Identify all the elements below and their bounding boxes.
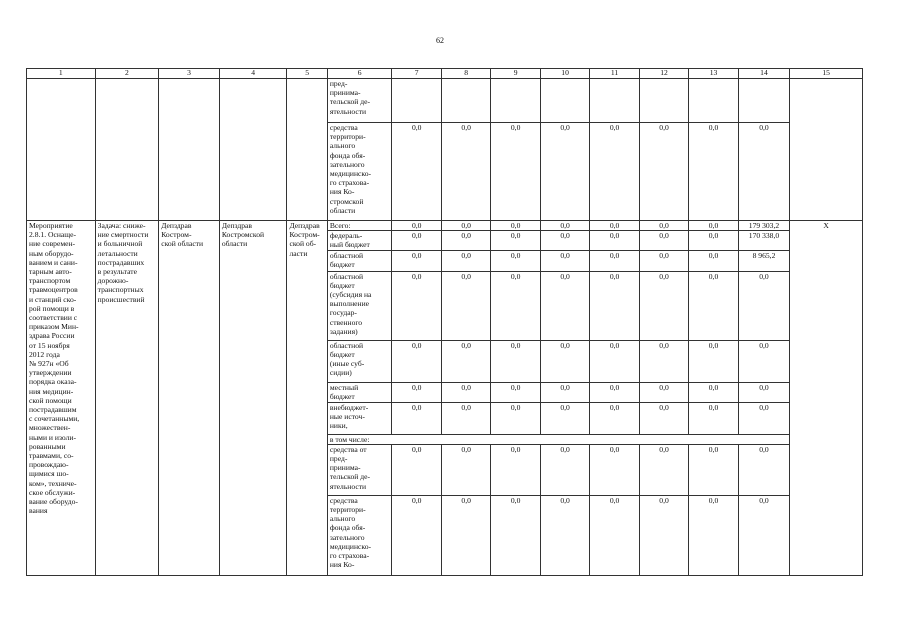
value-cell: 0,0 bbox=[392, 250, 441, 271]
mark-x: X bbox=[790, 221, 863, 576]
row-label: Всего: bbox=[327, 221, 392, 231]
row-label: средства территори- ального фонда обя- зательного медицинско- го страхова- ния Ко- стромской области bbox=[327, 123, 392, 221]
task-description: Задача: сниже- ние смертности и больничной летальности пострадавших в результате дорожно- транспортных происшествий bbox=[95, 221, 159, 576]
table-row bbox=[27, 221, 863, 231]
value-cell: 0,0 bbox=[491, 495, 540, 575]
value-cell bbox=[590, 79, 639, 123]
column-header-4: 4 bbox=[219, 69, 287, 79]
value-cell: 0,0 bbox=[491, 123, 540, 221]
value-cell: 0,0 bbox=[738, 495, 789, 575]
value-cell: 0,0 bbox=[590, 250, 639, 271]
value-cell bbox=[639, 79, 688, 123]
value-cell: 0,0 bbox=[540, 402, 589, 434]
value-cell: 0,0 bbox=[441, 444, 490, 495]
value-cell: 179 303,2 bbox=[738, 221, 789, 231]
value-cell: 0,0 bbox=[392, 221, 441, 231]
column-header-11: 11 bbox=[590, 69, 639, 79]
value-cell: 0,0 bbox=[491, 402, 540, 434]
column-header-13: 13 bbox=[689, 69, 738, 79]
value-cell: 0,0 bbox=[590, 221, 639, 231]
column-header-12: 12 bbox=[639, 69, 688, 79]
column-header-1: 1 bbox=[27, 69, 96, 79]
row-label: внебюджет- ные источ- ники, bbox=[327, 402, 392, 434]
value-cell: 0,0 bbox=[441, 231, 490, 250]
column-header-2: 2 bbox=[95, 69, 159, 79]
value-cell bbox=[540, 79, 589, 123]
value-cell: 0,0 bbox=[590, 231, 639, 250]
value-cell: 0,0 bbox=[738, 123, 789, 221]
value-cell: 0,0 bbox=[491, 340, 540, 382]
value-cell: 0,0 bbox=[392, 271, 441, 340]
value-cell: 0,0 bbox=[441, 495, 490, 575]
value-cell: 0,0 bbox=[689, 221, 738, 231]
value-cell: 0,0 bbox=[540, 382, 589, 402]
value-cell: 0,0 bbox=[491, 444, 540, 495]
value-cell: 0,0 bbox=[441, 402, 490, 434]
value-cell: 0,0 bbox=[491, 231, 540, 250]
empty-cell-col3 bbox=[159, 79, 220, 221]
value-cell: 0,0 bbox=[639, 271, 688, 340]
value-cell: 0,0 bbox=[689, 271, 738, 340]
value-cell: 0,0 bbox=[441, 340, 490, 382]
value-cell: 0,0 bbox=[590, 382, 639, 402]
value-cell bbox=[441, 79, 490, 123]
empty-cell-col5 bbox=[287, 79, 327, 221]
value-cell: 0,0 bbox=[491, 382, 540, 402]
row-label: средства территори- ального фонда обя- зательного медицинско- го страхова- ния Ко- bbox=[327, 495, 392, 575]
table-row bbox=[27, 79, 863, 123]
value-cell: 0,0 bbox=[689, 382, 738, 402]
value-cell: 0,0 bbox=[689, 250, 738, 271]
column-header-9: 9 bbox=[491, 69, 540, 79]
value-cell: 0,0 bbox=[689, 495, 738, 575]
value-cell: 0,0 bbox=[491, 221, 540, 231]
column-header-5: 5 bbox=[287, 69, 327, 79]
value-cell: 0,0 bbox=[738, 340, 789, 382]
value-cell bbox=[738, 79, 789, 123]
budget-table bbox=[26, 68, 863, 576]
value-cell: 0,0 bbox=[590, 495, 639, 575]
column-header-7: 7 bbox=[392, 69, 441, 79]
page-number: 62 bbox=[436, 36, 444, 45]
value-cell: 170 338,0 bbox=[738, 231, 789, 250]
value-cell: 0,0 bbox=[491, 250, 540, 271]
value-cell: 0,0 bbox=[491, 271, 540, 340]
value-cell: 0,0 bbox=[689, 123, 738, 221]
value-cell: 0,0 bbox=[689, 402, 738, 434]
value-cell: 0,0 bbox=[540, 231, 589, 250]
measure-name: Мероприятие 2.8.1. Оснаще- ние современ- ным оборудо- ванием и сани- тарным авто- транспортом травмоцентров и станций ско- рой помощи в соответствии с приказом Мин- здрава России от 15 ноября 2012 года № 927н «Об утверждении порядка оказа- ния медицин- ской помощи пострадавшим с сочетанными, множествен- ными и изоли- рованными травмами, со- провождаю- щимися шо- ком», техниче- ское обслужи- вание оборудо- вания bbox=[27, 221, 96, 576]
value-cell: 0,0 bbox=[639, 231, 688, 250]
value-cell: 0,0 bbox=[738, 382, 789, 402]
value-cell: 0,0 bbox=[639, 444, 688, 495]
value-cell: 0,0 bbox=[738, 271, 789, 340]
column-header-15: 15 bbox=[790, 69, 863, 79]
column-header-8: 8 bbox=[441, 69, 490, 79]
row-label-merged: в том числе: bbox=[327, 434, 789, 444]
value-cell: 0,0 bbox=[639, 221, 688, 231]
value-cell: 0,0 bbox=[639, 382, 688, 402]
row-label: областной бюджет (иные суб- сидии) bbox=[327, 340, 392, 382]
empty-cell-col4 bbox=[219, 79, 287, 221]
value-cell: 0,0 bbox=[540, 250, 589, 271]
column-header-6: 6 bbox=[327, 69, 392, 79]
value-cell: 0,0 bbox=[590, 123, 639, 221]
value-cell: 0,0 bbox=[392, 340, 441, 382]
value-cell: 0,0 bbox=[689, 231, 738, 250]
executor: Депздрав Костром- ской области bbox=[159, 221, 220, 576]
value-cell: 0,0 bbox=[590, 340, 639, 382]
value-cell: 0,0 bbox=[738, 444, 789, 495]
column-header-14: 14 bbox=[738, 69, 789, 79]
value-cell bbox=[689, 79, 738, 123]
row-label: областной бюджет bbox=[327, 250, 392, 271]
header-row bbox=[27, 69, 863, 79]
value-cell: 0,0 bbox=[689, 444, 738, 495]
row-label: областной бюджет (субсидия на выполнение государ- ственного задания) bbox=[327, 271, 392, 340]
row-label: федераль- ный бюджет bbox=[327, 231, 392, 250]
value-cell: 0,0 bbox=[392, 444, 441, 495]
value-cell: 0,0 bbox=[590, 271, 639, 340]
value-cell: 8 965,2 bbox=[738, 250, 789, 271]
value-cell: 0,0 bbox=[540, 271, 589, 340]
value-cell: 0,0 bbox=[441, 123, 490, 221]
value-cell: 0,0 bbox=[441, 382, 490, 402]
column-header-3: 3 bbox=[159, 69, 220, 79]
value-cell: 0,0 bbox=[639, 123, 688, 221]
value-cell: 0,0 bbox=[540, 340, 589, 382]
value-cell: 0,0 bbox=[392, 123, 441, 221]
value-cell: 0,0 bbox=[392, 382, 441, 402]
value-cell: 0,0 bbox=[540, 221, 589, 231]
value-cell: 0,0 bbox=[441, 221, 490, 231]
row-label: пред- принима- тельской де- ятельности bbox=[327, 79, 392, 123]
empty-cell-col2 bbox=[95, 79, 159, 221]
value-cell: 0,0 bbox=[392, 231, 441, 250]
value-cell: 0,0 bbox=[639, 340, 688, 382]
value-cell: 0,0 bbox=[392, 495, 441, 575]
row-label: средства от пред- принима- тельской де- ятельности bbox=[327, 444, 392, 495]
value-cell: 0,0 bbox=[738, 402, 789, 434]
column-header-10: 10 bbox=[540, 69, 589, 79]
value-cell: 0,0 bbox=[689, 340, 738, 382]
row-label: местный бюджет bbox=[327, 382, 392, 402]
value-cell: 0,0 bbox=[590, 444, 639, 495]
value-cell: 0,0 bbox=[639, 495, 688, 575]
value-cell: 0,0 bbox=[540, 444, 589, 495]
value-cell bbox=[491, 79, 540, 123]
value-cell: 0,0 bbox=[639, 250, 688, 271]
value-cell: 0,0 bbox=[639, 402, 688, 434]
recipient: Депздрав Костром- ской об- ласти bbox=[287, 221, 327, 576]
value-cell: 0,0 bbox=[540, 123, 589, 221]
value-cell: 0,0 bbox=[590, 402, 639, 434]
coexecutor: Депздрав Костромской области bbox=[219, 221, 287, 576]
value-cell: 0,0 bbox=[392, 402, 441, 434]
value-cell: 0,0 bbox=[441, 271, 490, 340]
empty-cell-col15 bbox=[790, 79, 863, 221]
value-cell: 0,0 bbox=[540, 495, 589, 575]
value-cell bbox=[392, 79, 441, 123]
value-cell: 0,0 bbox=[441, 250, 490, 271]
empty-cell-col1 bbox=[27, 79, 96, 221]
